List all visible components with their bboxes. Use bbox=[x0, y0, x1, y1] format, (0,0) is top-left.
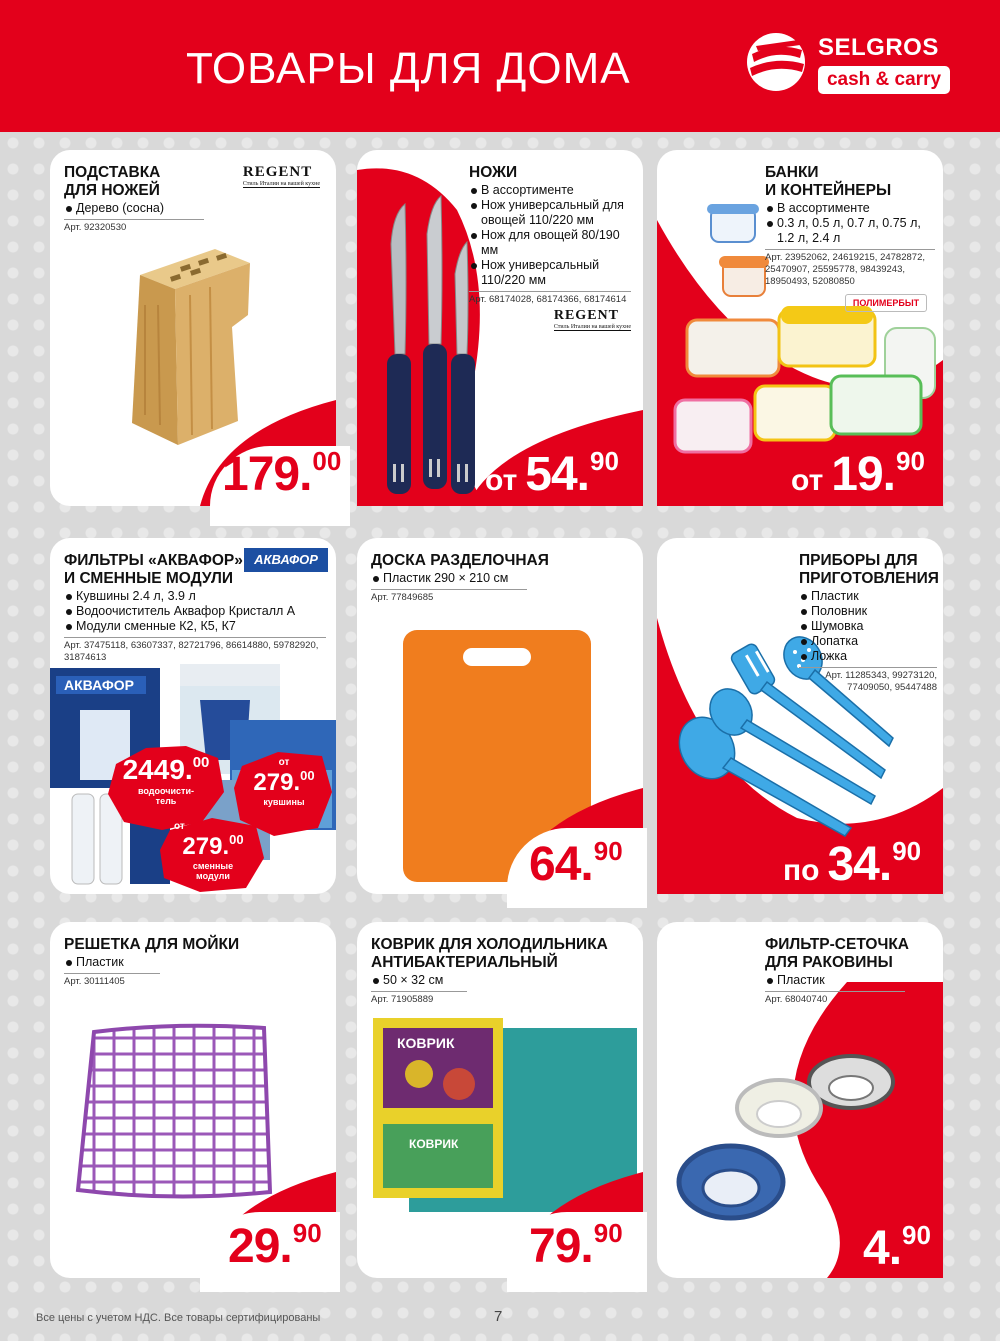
product-title: ДОСКА РАЗДЕЛОЧНАЯ bbox=[371, 552, 549, 569]
price-burst-pitchers: от 279.00 кувшины bbox=[234, 748, 334, 838]
polimerbyt-brand-logo: ПОЛИМЕРБЫТ bbox=[845, 294, 927, 312]
product-card-utensils[interactable] bbox=[657, 538, 943, 894]
page-number: 7 bbox=[494, 1308, 503, 1325]
article-number: Арт. 92320530 bbox=[64, 219, 204, 234]
price-tag: 79.90 bbox=[529, 1218, 623, 1273]
regent-brand-logo: REGENT Стиль Италии на вашей кухне bbox=[242, 164, 320, 187]
product-card-filters[interactable] bbox=[50, 538, 336, 894]
product-card-cutting-board[interactable] bbox=[357, 538, 643, 894]
product-info bbox=[799, 552, 939, 694]
price-tag: 179.00 bbox=[222, 446, 342, 501]
product-features: Кувшины 2.4 л, 3.9 л Водоочиститель Аквафор Кристалл А Модули сменные К2, К5, К7 bbox=[64, 589, 326, 634]
price-tag: от 54.90 bbox=[485, 446, 619, 501]
page-title: ТОВАРЫ ДЛЯ ДОМА bbox=[186, 44, 631, 93]
product-title: ФИЛЬТР-СЕТОЧКА ДЛЯ РАКОВИНЫ bbox=[765, 936, 910, 971]
article-number: Арт. 68174028, 68174366, 68174614 bbox=[469, 291, 631, 306]
box-label: АКВАФОР bbox=[64, 677, 135, 693]
product-features: Пластик 290 × 210 см bbox=[371, 571, 549, 586]
product-title: БАНКИ И КОНТЕЙНЕРЫ bbox=[765, 164, 892, 199]
product-info bbox=[64, 936, 239, 988]
price-tag: по 34.90 bbox=[783, 836, 922, 891]
pack-label-top: КОВРИК bbox=[397, 1035, 455, 1051]
brand-tag: cash & carry bbox=[818, 66, 950, 94]
article-number: Арт. 71905889 bbox=[371, 991, 467, 1006]
product-title: НОЖИ bbox=[469, 164, 518, 181]
article-number: Арт. 11285343, 99273120, 77409050, 95447488 bbox=[799, 667, 937, 694]
product-features: В ассортименте 0.3 л, 0.5 л, 0.7 л, 0.75 л, 1.2 л, 2.4 л bbox=[765, 201, 931, 246]
article-number: Арт. 68040740 bbox=[765, 991, 905, 1006]
selgros-logo bbox=[742, 32, 952, 98]
article-number: Арт. 77849685 bbox=[371, 589, 527, 604]
product-title: РЕШЕТКА ДЛЯ МОЙКИ bbox=[64, 936, 240, 953]
product-card-knives[interactable] bbox=[357, 150, 643, 506]
product-info bbox=[371, 552, 549, 604]
drain-filters-image bbox=[677, 1042, 897, 1242]
product-card-fridge-mat[interactable] bbox=[357, 922, 643, 1278]
product-info bbox=[765, 936, 909, 1006]
knives-image bbox=[371, 194, 481, 494]
product-card-sink-grid[interactable] bbox=[50, 922, 336, 1278]
product-title: ПОДСТАВКА ДЛЯ НОЖЕЙ bbox=[64, 164, 161, 199]
product-card-jars[interactable] bbox=[657, 150, 943, 506]
price-tag: 29.90 bbox=[228, 1218, 322, 1273]
article-number: Арт. 30111405 bbox=[64, 973, 160, 988]
brand-name: SELGROS bbox=[818, 34, 939, 61]
aquaphor-brand-logo: АКВАФОР bbox=[244, 548, 328, 572]
price-tag: 4.90 bbox=[863, 1220, 931, 1275]
regent-brand-logo: REGENT Стиль Италии на вашей кухне bbox=[553, 308, 631, 330]
price-burst-purifier: 2449.00 водоочисти-тель bbox=[106, 742, 226, 832]
product-features: В ассортименте Нож универсальный для овощей 110/220 мм Нож для овощей 80/190 мм Нож универсальный 110/220 мм bbox=[469, 183, 631, 288]
product-card-drain-filter[interactable] bbox=[657, 922, 943, 1278]
product-card-knife-stand[interactable] bbox=[50, 150, 342, 506]
price-burst-modules: от 279.00 сменные модули bbox=[160, 816, 266, 892]
product-info bbox=[469, 164, 631, 306]
product-features: Дерево (сосна) bbox=[64, 201, 204, 216]
pack-label-bottom: КОВРИК bbox=[409, 1137, 459, 1151]
product-title: ПРИБОРЫ ДЛЯ ПРИГОТОВЛЕНИЯ bbox=[799, 552, 939, 587]
price-tag: 64.90 bbox=[529, 836, 623, 891]
product-features: Пластик Половник Шумовка Лопатка Ложка bbox=[799, 589, 939, 664]
footer-note: Все цены с учетом НДС. Все товары сертифицированы bbox=[36, 1312, 321, 1324]
product-info bbox=[371, 936, 608, 1006]
product-features: 50 × 32 см bbox=[371, 973, 608, 988]
product-title: ФИЛЬТРЫ «АКВАФОР» И СМЕННЫЕ МОДУЛИ bbox=[64, 552, 243, 587]
product-features: Пластик bbox=[765, 973, 909, 988]
article-number: Арт. 37475118, 63607337, 82721796, 86614880, 59782920, 31874613 bbox=[64, 637, 326, 664]
header-banner bbox=[0, 0, 1000, 132]
selgros-logo-icon bbox=[742, 32, 812, 94]
product-title: КОВРИК ДЛЯ ХОЛОДИЛЬНИКА АНТИБАКТЕРИАЛЬНЫЙ bbox=[371, 936, 608, 971]
price-tag: от 19.90 bbox=[791, 446, 925, 501]
product-features: Пластик bbox=[64, 955, 239, 970]
product-info bbox=[765, 164, 935, 288]
product-info bbox=[64, 164, 204, 234]
article-number: Арт. 23952062, 24619215, 24782872, 25470907, 25595778, 98439243, 18950493, 52080850 bbox=[765, 249, 935, 288]
